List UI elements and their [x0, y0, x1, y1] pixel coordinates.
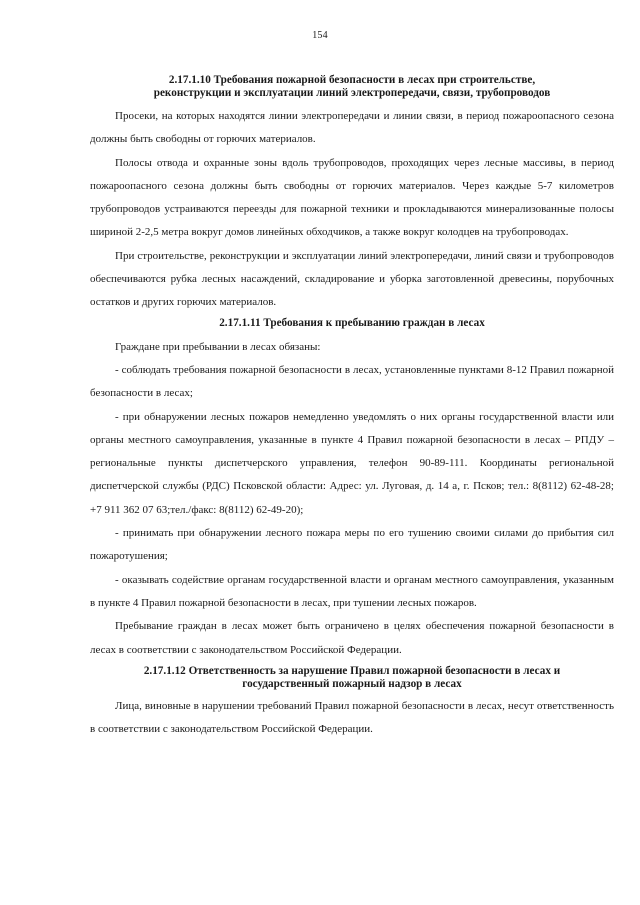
section-citizens: [90, 317, 614, 662]
section-responsibility: [90, 665, 614, 742]
section-heading: [90, 74, 614, 100]
section-heading: [90, 665, 614, 691]
paragraph: При строительстве, реконструкции и эксплуатации линий электропередачи, линий связи и трубопроводов обеспечиваются рубка лесных насаждений, складирование и уборка заготовленной древесины, порубочных остатков и других горючих материалов.: [90, 249, 614, 309]
heading-line: 2.17.1.10 Требования пожарной безопасности в лесах при строительстве,: [168, 74, 536, 86]
list-item: - принимать при обнаружении лесного пожара меры по его тушению своими силами до прибытия сил пожаротушения;: [90, 527, 614, 563]
list-item: - соблюдать требования пожарной безопасности в лесах, установленные пунктами 8-12 Правил пожарной безопасности в лесах;: [90, 363, 614, 400]
section-power-lines: [90, 74, 614, 315]
list-item: - оказывать содействие органам государственной власти и органам местного самоуправления, указанным в пункте 4 Правил пожарной безопасности в лесах, при тушении лесных пожаров.: [90, 573, 614, 609]
document-body: [90, 74, 614, 741]
paragraph: Граждане при пребывании в лесах обязаны:: [115, 340, 321, 353]
heading-line: реконструкции и эксплуатации линий электропередачи, связи, трубопроводов: [153, 87, 551, 99]
page-number: 154: [312, 30, 328, 41]
paragraph: Лица, виновные в нарушении требований Правил пожарной безопасности в лесах, несут ответственность в соответствии с законодательством Российской Федерации.: [90, 699, 614, 736]
section-heading: [90, 317, 614, 330]
heading-line: государственный пожарный надзор в лесах: [242, 677, 462, 690]
heading-line: 2.17.1.11 Требования к пребыванию граждан в лесах: [219, 316, 485, 329]
paragraph: Пребывание граждан в лесах может быть ограничено в целях обеспечения пожарной безопасности в лесах в соответствии с законодательством Российской Федерации.: [90, 620, 614, 656]
paragraph: Просеки, на которых находятся линии электропередачи и линии связи, в период пожароопасного сезона должны быть свободны от горючих материалов.: [90, 110, 614, 146]
paragraph: Полосы отвода и охранные зоны вдоль трубопроводов, проходящих через лесные массивы, в период пожароопасного сезона должны быть свободны от горючих материалов. Через каждые 5-7 километров трубопроводов устраиваются переезды для пожарной техники и прокладываются минерализованные полосы шириной 2-2,5 метра вокруг домов линейных обходчиков, а также вокруг колодцев на трубопроводах.: [90, 156, 614, 239]
list-item: - при обнаружении лесных пожаров немедленно уведомлять о них органы государственной власти или органы местного самоуправления, указанные в пункте 4 Правил пожарной безопасности в лесах – РПДУ – региональные пункты диспетчерского управления, телефон 90-89-111. Координаты региональной диспетчерской службы (РДС) Псковской области: Адрес: ул. Луговая, д. 14 а, г. Псков; тел.: 8(8112) 62-48-28; +7 911 362 07 63;тел./факс: 8(8112) 62-49-20);: [90, 410, 614, 516]
heading-line: 2.17.1.12 Ответственность за нарушение Правил пожарной безопасности в лесах и: [143, 664, 561, 677]
